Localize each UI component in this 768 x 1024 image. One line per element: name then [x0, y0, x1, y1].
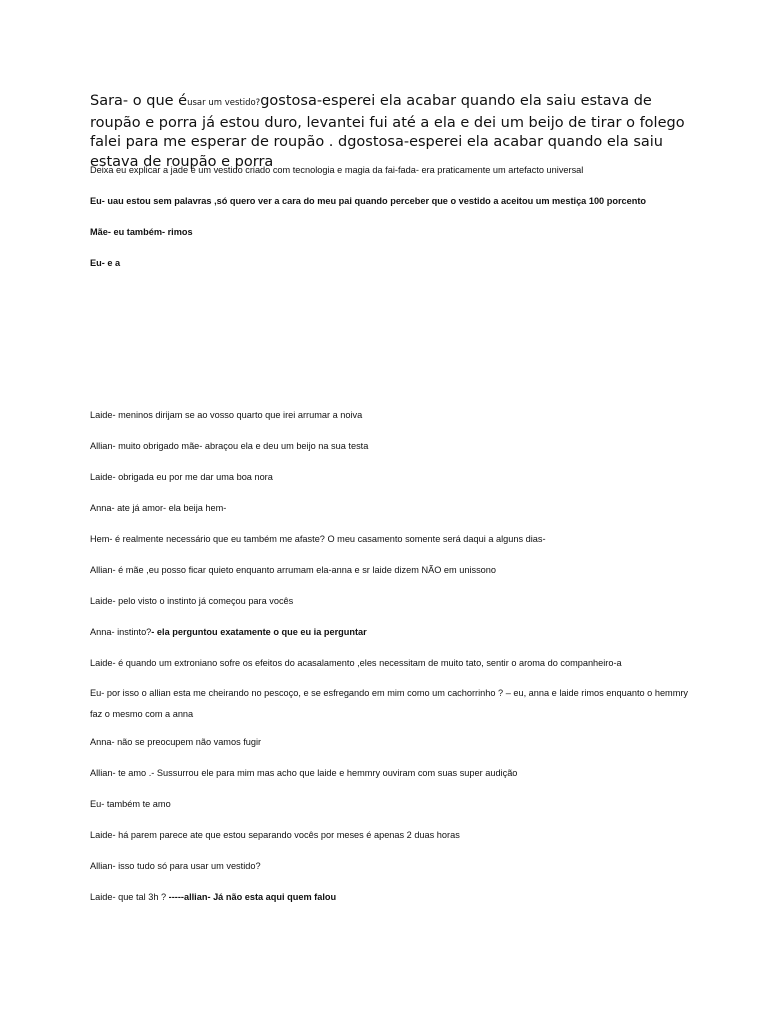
paragraph-2: Eu- uau estou sem palavras ,só quero ver a cara do meu pai quando perceber que o vestido a aceitou um mestiça 100 porcento [90, 196, 647, 206]
paragraph-18: Laide- há parem parece ate que estou separando vocês por meses é apenas 2 duas horas [90, 830, 460, 840]
paragraph-20 [90, 887, 690, 907]
heading-text-start: Sara- o que é [90, 93, 188, 109]
paragraph-7: Laide- obrigada eu por me dar uma boa nora [90, 472, 273, 482]
paragraph-17: Eu- também te amo [90, 799, 171, 809]
paragraph-3: Mãe- eu também- rimos [90, 227, 193, 237]
paragraph-1: Deixa eu explicar a jade é um vestido criado com tecnologia e magia da fai-fada- era praticamente um artefacto universal [90, 165, 584, 175]
paragraph-14: Eu- por isso o allian esta me cheirando no pescoço, e se esfregando em mim como um cachorrinho ? – eu, anna e laide rimos enquanto o hemmry faz o mesmo com a anna [90, 688, 689, 719]
heading-small-text: usar um vestido? [187, 98, 261, 108]
paragraph-10: Allian- é mãe ,eu posso ficar quieto enquanto arrumam ela-anna e sr laide dizem NÃO em unissono [90, 565, 496, 575]
paragraph-15: Anna- não se preocupem não vamos fugir [90, 737, 262, 747]
paragraph-20-start: Laide- que tal 3h ? [90, 892, 169, 902]
paragraph-12 [90, 622, 690, 642]
paragraph-12-bold: - ela perguntou exatamente o que eu ia perguntar [151, 627, 367, 637]
heading-text-rest: gostosa-esperei ela acabar quando ela saiu estava de roupão e porra já estou duro, levantei fui até a ela e dei um beijo de tirar o folego falei para me esperar de roupão . dgostosa-esperei ela acabar quando ela saiu estava de roupão e porra [90, 93, 685, 170]
paragraph-13: Laide- é quando um extroniano sofre os efeitos do acasalamento ,eles necessitam de muito tato, sentir o aroma do companheiro-a [90, 658, 622, 668]
paragraph-19: Allian- isso tudo só para usar um vestido? [90, 861, 261, 871]
paragraph-6: Allian- muito obrigado mãe- abraçou ela e deu um beijo na sua testa [90, 441, 369, 451]
paragraph-4: Eu- e a [90, 258, 121, 268]
paragraph-8: Anna- ate já amor- ela beija hem- [90, 503, 227, 513]
paragraph-11: Laide- pelo visto o instinto já começou para vocês [90, 596, 294, 606]
paragraph-16: Allian- te amo .- Sussurrou ele para mim mas acho que laide e hemmry ouviram com suas super audição [90, 768, 518, 778]
paragraph-5: Laide- meninos dirijam se ao vosso quarto que irei arrumar a noiva [90, 410, 363, 420]
paragraph-20-bold: -----allian- Já não esta aqui quem falou [168, 892, 337, 902]
paragraph-9: Hem- é realmente necessário que eu também me afaste? O meu casamento somente será daqui a alguns dias- [90, 534, 546, 544]
paragraph-12-start: Anna- instinto? [90, 627, 152, 637]
